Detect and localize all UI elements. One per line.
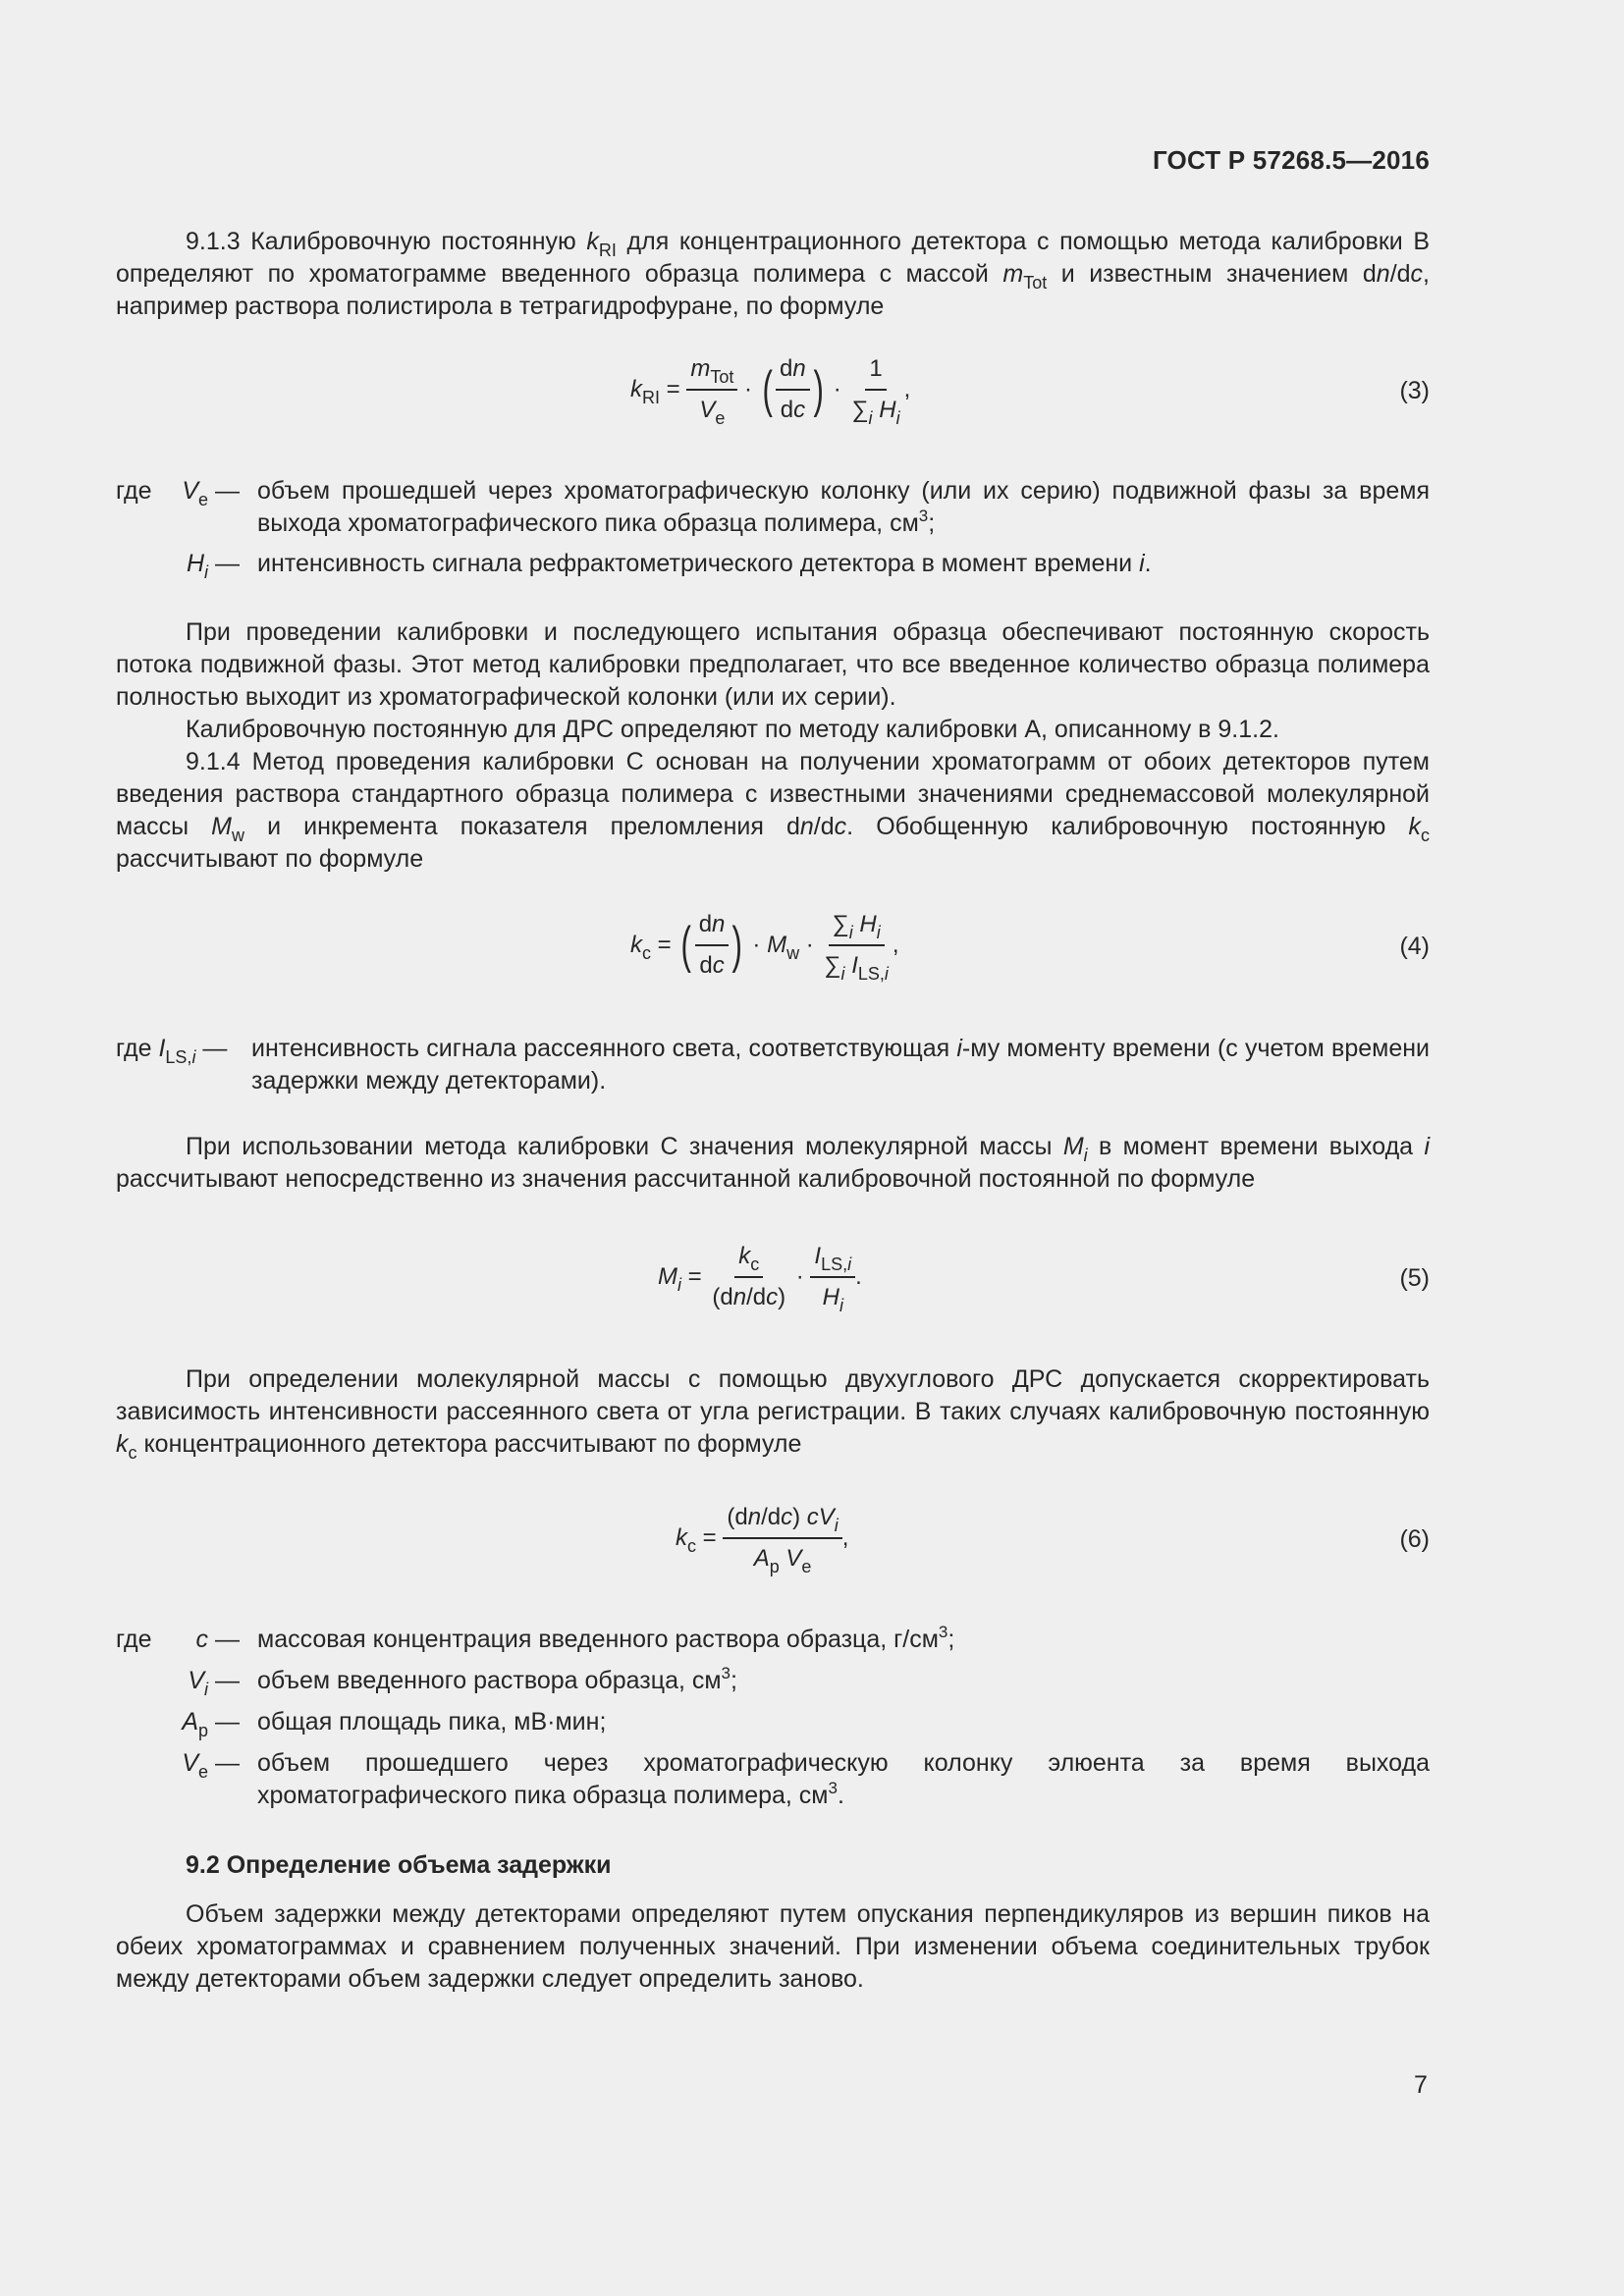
paragraph-drs: Калибровочную постоянную для ДРС определяют по методу калибровки А, описанному в 9.1.2. bbox=[186, 716, 1279, 743]
where-row-ve: $V_e$ — объем прошедшего через хроматографическую колонку элюента за время выхода хроматографического пика образца полимера, $см^3$. bbox=[182, 1749, 1430, 1809]
equation-4-body: $k_c$ = ( $\frac{dn}{dc}$ ) · $M_w$ · $\frac{\sum_i H_i}{\sum_i I_{LS,i}}$ , bbox=[630, 911, 899, 984]
paragraph-delay-volume: Объем задержки между детекторами определяют путем опускания перпендикуляров из вершин пиков на обеих хроматограммах и сравнением полученных значений. При изменении объема соединительных трубок между детекторами объем задержки следует определить заново. bbox=[116, 1900, 1430, 1993]
where-row-ils: где $I_{LS,i}$ — интенсивность сигнала рассеянного света, соответствующая i-му моменту времени (с учетом времени задержки между детекторами). bbox=[116, 1035, 1430, 1095]
where-row-ap: $A_p$ — общая площадь пика, мВ·мин; bbox=[182, 1708, 607, 1740]
paragraph-method-c: При использовании метода калибровки С значения молекулярной массы $M_i$ в момент времени выхода i рассчитывают непосредственно из значения рассчитанной калибровочной постоянной по формуле bbox=[116, 1133, 1431, 1193]
paragraph-two-angle: При определении молекулярной массы с помощью двухуглового ДРС допускается скорректировать зависимость интенсивности рассеянного света от угла регистрации. В таких случаях калибровочную постоянную $k_c$ концентрационного детектора рассчитывают по формуле bbox=[116, 1365, 1430, 1463]
equation-3-body: $k_{RI}$ = $\frac{m_{Tot}}{V_e}$ · ( $\frac{dn}{dc}$ ) · $\frac{1}{\sum_i H_i}$ , bbox=[630, 355, 911, 428]
equation-6-number: (6) bbox=[1399, 1525, 1430, 1553]
equation-3-number: (3) bbox=[1399, 377, 1430, 404]
where-row-ve: где $V_e$ — объем прошедшей через хроматографическую колонку (или их серию) подвижной фазы за время выхода хроматографического пика образца полимера, $см^3$; bbox=[116, 477, 1430, 537]
paragraph-flow: При проведении калибровки и последующего испытания образца обеспечивают постоянную скорость потока подвижной фазы. Этот метод калибровки предполагает, что все введенное количество образца полимера полностью выходит из хроматографической колонки (или их серии). Калибровочную постоянную для ДРС определяют по методу калибровки А, описанному в 9.1.2. 9.1.4 Метод проведения калибровки С основан на получении хроматограмм от обоих детекторов путем введения раствора стандартного образца полимера с известными значениями среднемассовой молекулярной массы $M_w$ и инкремента показателя преломления dn/dc. Обобщенную калибровочную постоянную $k_c$ рассчитывают по формуле bbox=[116, 616, 1430, 876]
where-row-hi: $H_i$ — интенсивность сигнала рефрактометрического детектора в момент времени i. bbox=[186, 550, 1152, 582]
equation-4 bbox=[116, 911, 1430, 989]
equation-6-body: $k_c$ = $\frac{(dn/dc) cV_i}{A_p V_e}$ , bbox=[676, 1504, 849, 1576]
section-heading-9-2: 9.2 Определение объема задержки bbox=[186, 1851, 612, 1879]
page-number: 7 bbox=[1414, 2071, 1428, 2099]
where-row-vi: $V_i$ — объем введенного раствора образца, $см^3$; bbox=[188, 1664, 737, 1699]
where-block-1 bbox=[116, 475, 1430, 580]
paragraph-9-1-4: 9.1.4 Метод проведения калибровки С основан на получении хроматограмм от обоих детекторов путем введения раствора стандартного образца полимера с известными значениями среднемассовой молекулярной массы $M_w$ и инкремента показателя преломления dn/dc. Обобщенную калибровочную постоянную $k_c$ рассчитывают по формуле bbox=[116, 748, 1430, 873]
paragraph-9-1-3: 9.1.3 Калибровочную постоянную $k_{RI}$ для концентрационного детектора с помощью метода калибровки В определяют по хроматограмме введенного образца полимера с массой $m_{Tot}$ и известным значением dn/dc, например раствора полистирола в тетрагидрофуране, по формуле bbox=[116, 228, 1430, 320]
where-label: где bbox=[116, 477, 152, 505]
equation-4-number: (4) bbox=[1399, 933, 1430, 960]
where-block-2 bbox=[116, 1033, 1430, 1097]
where-block-3 bbox=[116, 1624, 1430, 1812]
equation-5 bbox=[116, 1243, 1430, 1321]
equation-5-body: $M_i$ = $\frac{k_c}{(dn/dc)}$ · $\frac{I_{LS,i}}{H_i}$ . bbox=[658, 1243, 862, 1315]
document-header: ГОСТ Р 57268.5—2016 bbox=[1152, 145, 1430, 175]
equation-6 bbox=[116, 1504, 1430, 1582]
where-row-c: где c — массовая концентрация введенного раствора образца, $г/см^3$; bbox=[116, 1623, 955, 1653]
equation-5-number: (5) bbox=[1399, 1264, 1430, 1292]
equation-3 bbox=[116, 355, 1430, 434]
